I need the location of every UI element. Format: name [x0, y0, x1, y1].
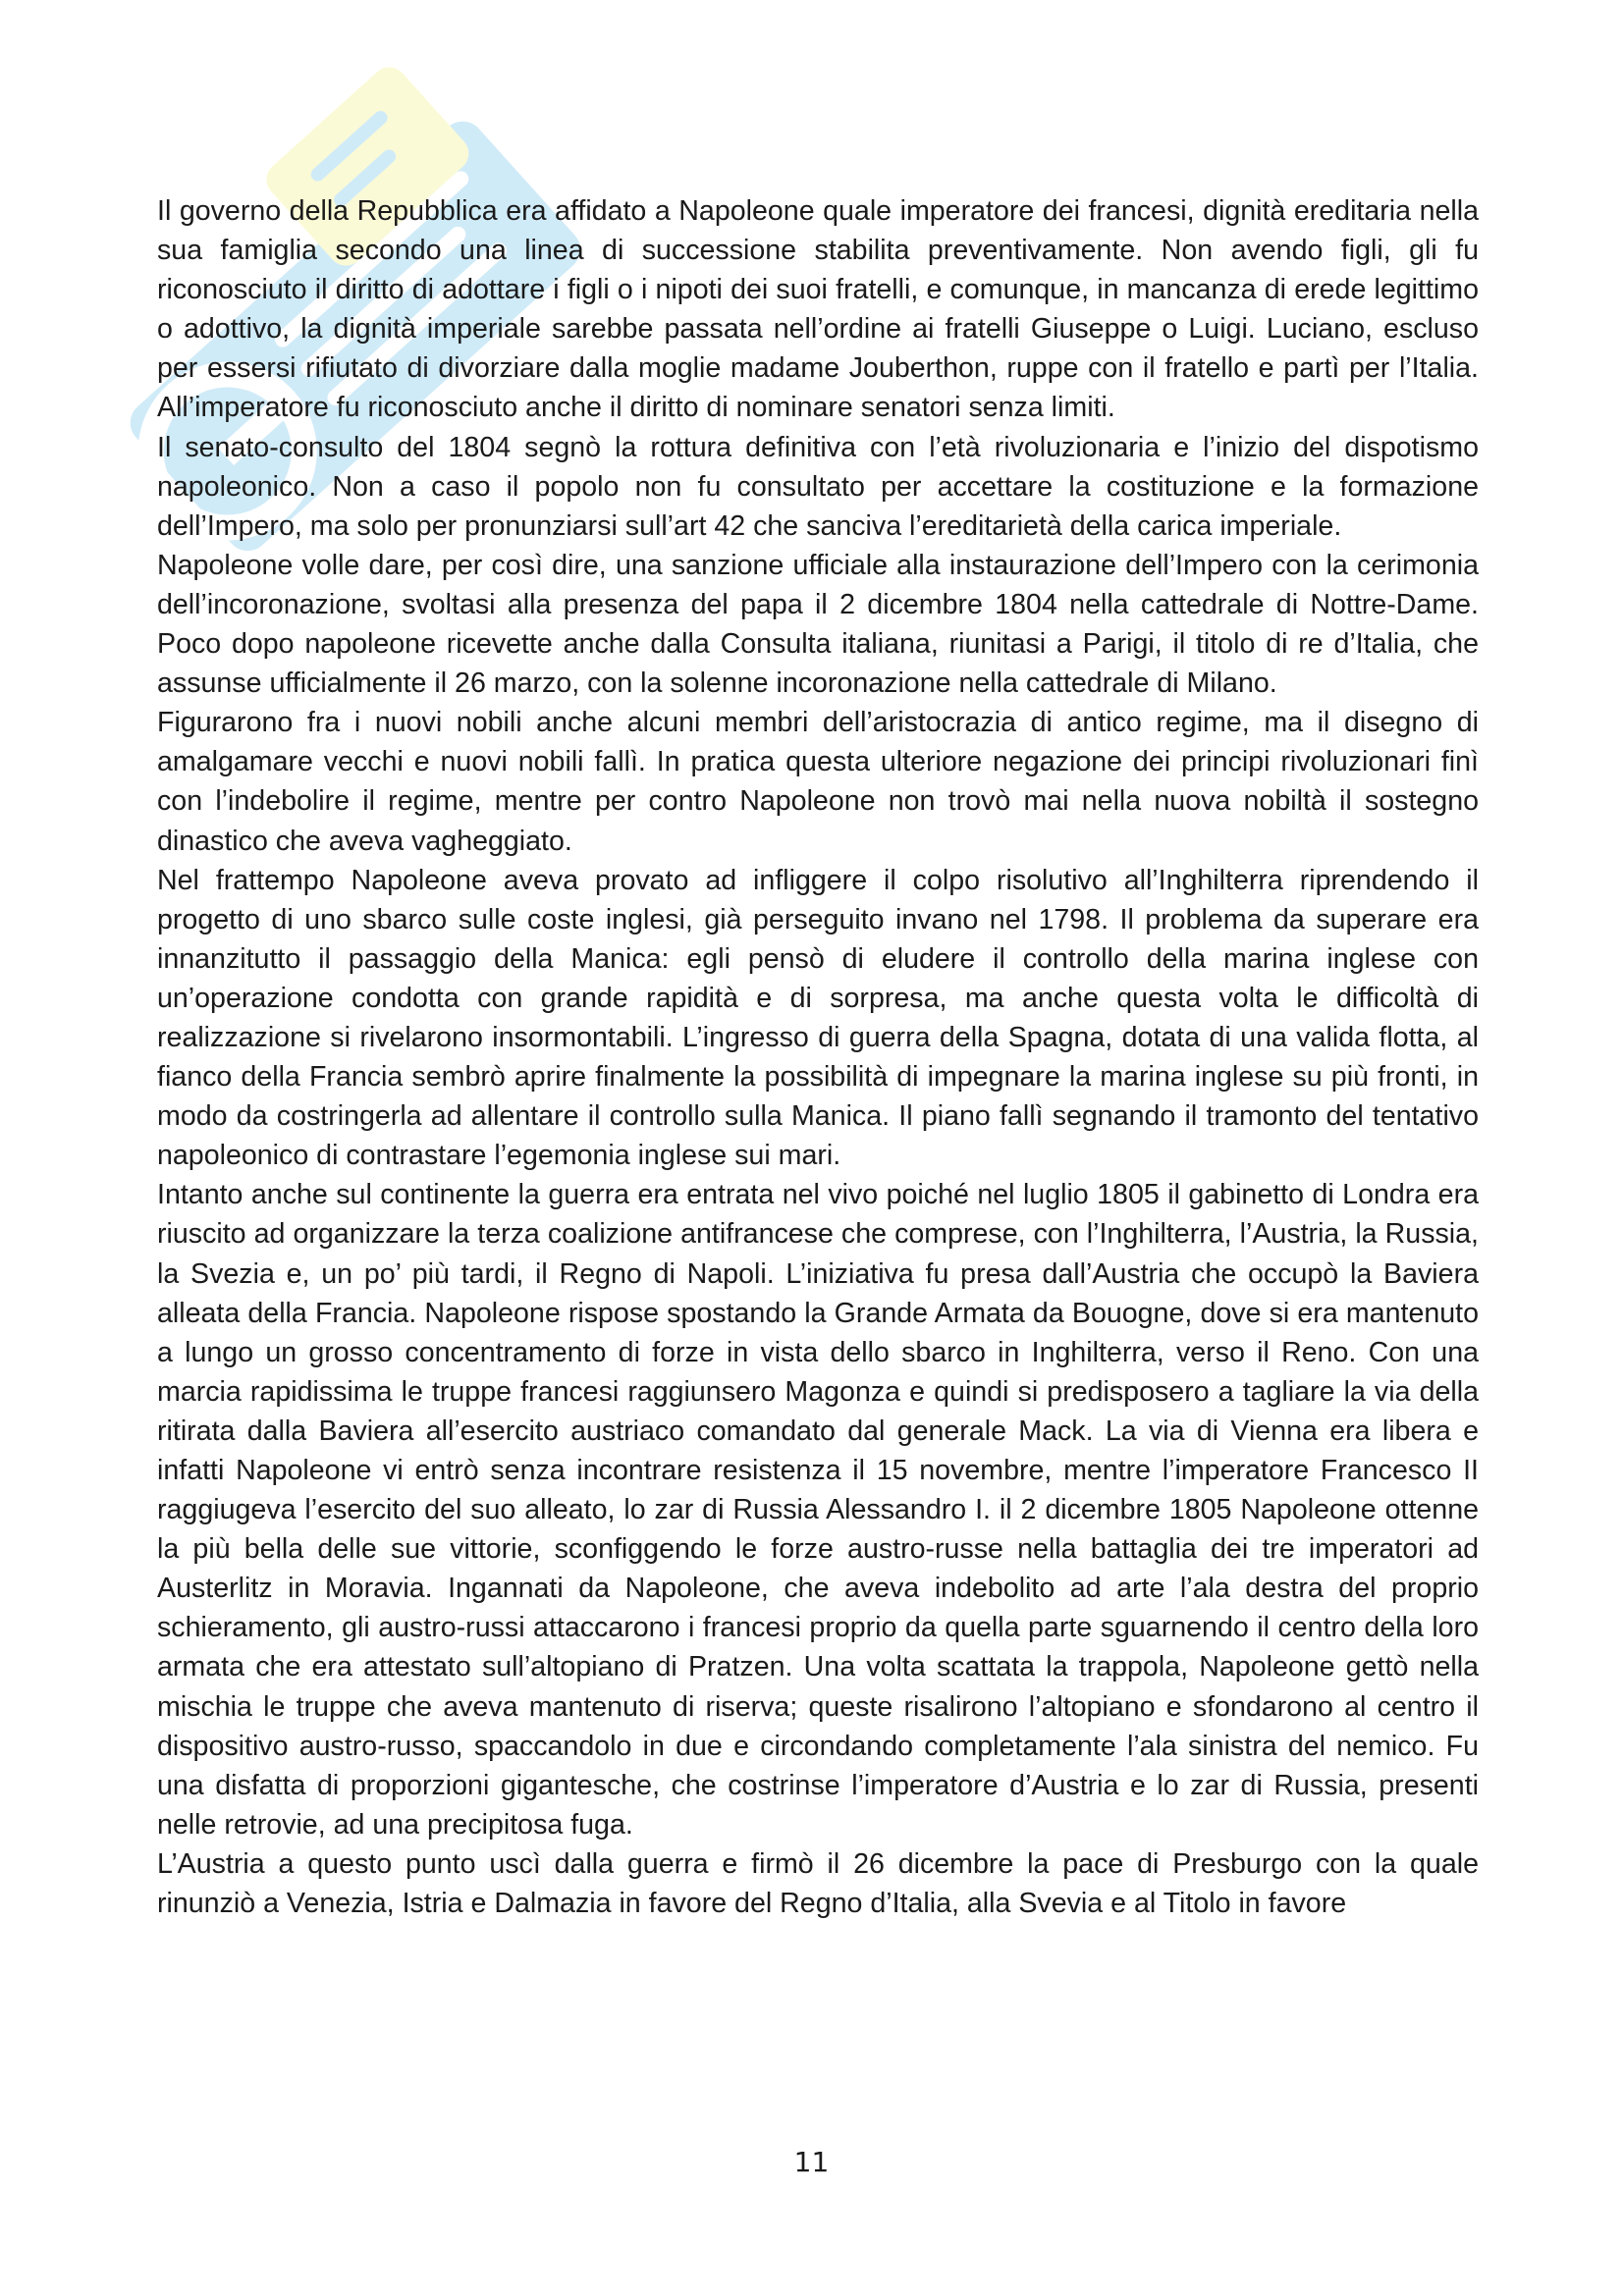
- paragraph: Nel frattempo Napoleone aveva provato ad infliggere il colpo risolutivo all’Inghilterra riprendendo il progetto di uno sbarco sulle coste inglesi, già perseguito invano nel 1798. Il problema da superare era innanzitutto il passaggio della Manica: egli pensò di eludere il controllo della marina inglese con un’operazione condotta con grande rapidità e di sorpresa, ma anche questa volta le difficoltà di realizzazione si rivelarono insormontabili. L’ingresso di guerra della Spagna, dotata di una valida flotta, al fianco della Francia sembrò aprire finalmente la possibilità di impegnare la marina inglese su più fronti, in modo da costringerla ad allentare il controllo sulla Manica. Il piano fallì segnando il tramonto del tentativo napoleonico di contrastare l’egemonia inglese sui mari.: [157, 864, 1479, 1172]
- paragraph: L’Austria a questo punto uscì dalla guerra e firmò il 26 dicembre la pace di Presburgo con la quale rinunziò a Venezia, Istria e Dalmazia in favore del Regno d’Italia, alla Svevia e al Titolo in favore: [157, 1847, 1479, 1920]
- paragraph: Figurarono fra i nuovi nobili anche alcuni membri dell’aristocrazia di antico regime, ma il disegno di amalgamare vecchi e nuovi nobili fallì. In pratica questa ulteriore negazione dei principi rivoluzionari finì con l’indebolire il regime, mentre per contro Napoleone non trovò mai nella nuova nobiltà il sostegno dinastico che aveva vagheggiato.: [157, 707, 1479, 857]
- document-body: [157, 191, 1479, 1923]
- paragraph: Il governo della Repubblica era affidato a Napoleone quale imperatore dei francesi, dignità ereditaria nella sua famiglia secondo una linea di successione stabilita preventivamente. Non avendo figli, gli fu riconosciuto il diritto di adottare i figli o i nipoti dei suoi fratelli, e comunque, in mancanza di erede legittimo o adottivo, la dignità imperiale sarebbe passata nell’ordine ai fratelli Giuseppe o Luigi. Luciano, escluso per essersi rifiutato di divorziare dalla moglie madame Jouberthon, ruppe con il fratello e partì per l’Italia. All’imperatore fu riconosciuto anche il diritto di nominare senatori senza limiti.: [157, 195, 1479, 424]
- paragraph: Napoleone volle dare, per così dire, una sanzione ufficiale alla instaurazione dell’Impero con la cerimonia dell’incoronazione, svoltasi alla presenza del papa il 2 dicembre 1804 nella cattedrale di Nottre-Dame. Poco dopo napoleone ricevette anche dalla Consulta italiana, riunitasi a Parigi, il titolo di re d’Italia, che assunse ufficialmente il 26 marzo, con la solenne incoronazione nella cattedrale di Milano.: [157, 549, 1479, 700]
- page-number: 11: [793, 2146, 830, 2178]
- paragraph: Il senato-consulto del 1804 segnò la rottura definitiva con l’età rivoluzionaria e l’inizio del dispotismo napoleonico. Non a caso il popolo non fu consultato per accettare la costituzione e la formazione dell’Impero, ma solo per pronunziarsi sull’art 42 che sanciva l’ereditarietà della carica imperiale.: [157, 431, 1479, 542]
- paragraph: Intanto anche sul continente la guerra era entrata nel vivo poiché nel luglio 1805 il gabinetto di Londra era riuscito ad organizzare la terza coalizione antifrancese che comprese, con l’Inghilterra, l’Austria, la Russia, la Svezia e, un po’ più tardi, il Regno di Napoli. L’iniziativa fu presa dall’Austria che occupò la Baviera alleata della Francia. Napoleone rispose spostando la Grande Armata da Bouogne, dove si era mantenuto a lungo un grosso concentramento di forze in vista dello sbarco in Inghilterra, verso il Reno. Con una marcia rapidissima le truppe francesi raggiunsero Magonza e quindi si predisposero a tagliare la via della ritirata dalla Baviera all’esercito austriaco comandato dal generale Mack. La via di Vienna era libera e infatti Napoleone vi entrò senza incontrare resistenza il 15 novembre, mentre l’imperatore Francesco II raggiugeva l’esercito del suo alleato, lo zar di Russia Alessandro I. il 2 dicembre 1805 Napoleone ottenne la più bella delle sue vittorie, sconfiggendo le forze austro-russe nella battaglia dei tre imperatori ad Austerlitz in Moravia. Ingannati da Napoleone, che aveva indebolito ad arte l’ala destra del proprio schieramento, gli austro-russi attaccarono i francesi proprio da quella parte sguarnendo il centro della loro armata che era attestato sull’altopiano di Pratzen. Una volta scattata la trappola, Napoleone gettò nella mischia le truppe che aveva mantenuto di riserva; queste risalirono l’altopiano e sfondarono al centro il dispositivo austro-russo, spaccandolo in due e circondando completamente l’ala sinistra del nemico. Fu una disfatta di proporzioni gigantesche, che costrinse l’imperatore d’Austria e lo zar di Russia, presenti nelle retrovie, ad una precipitosa fuga.: [157, 1179, 1479, 1841]
